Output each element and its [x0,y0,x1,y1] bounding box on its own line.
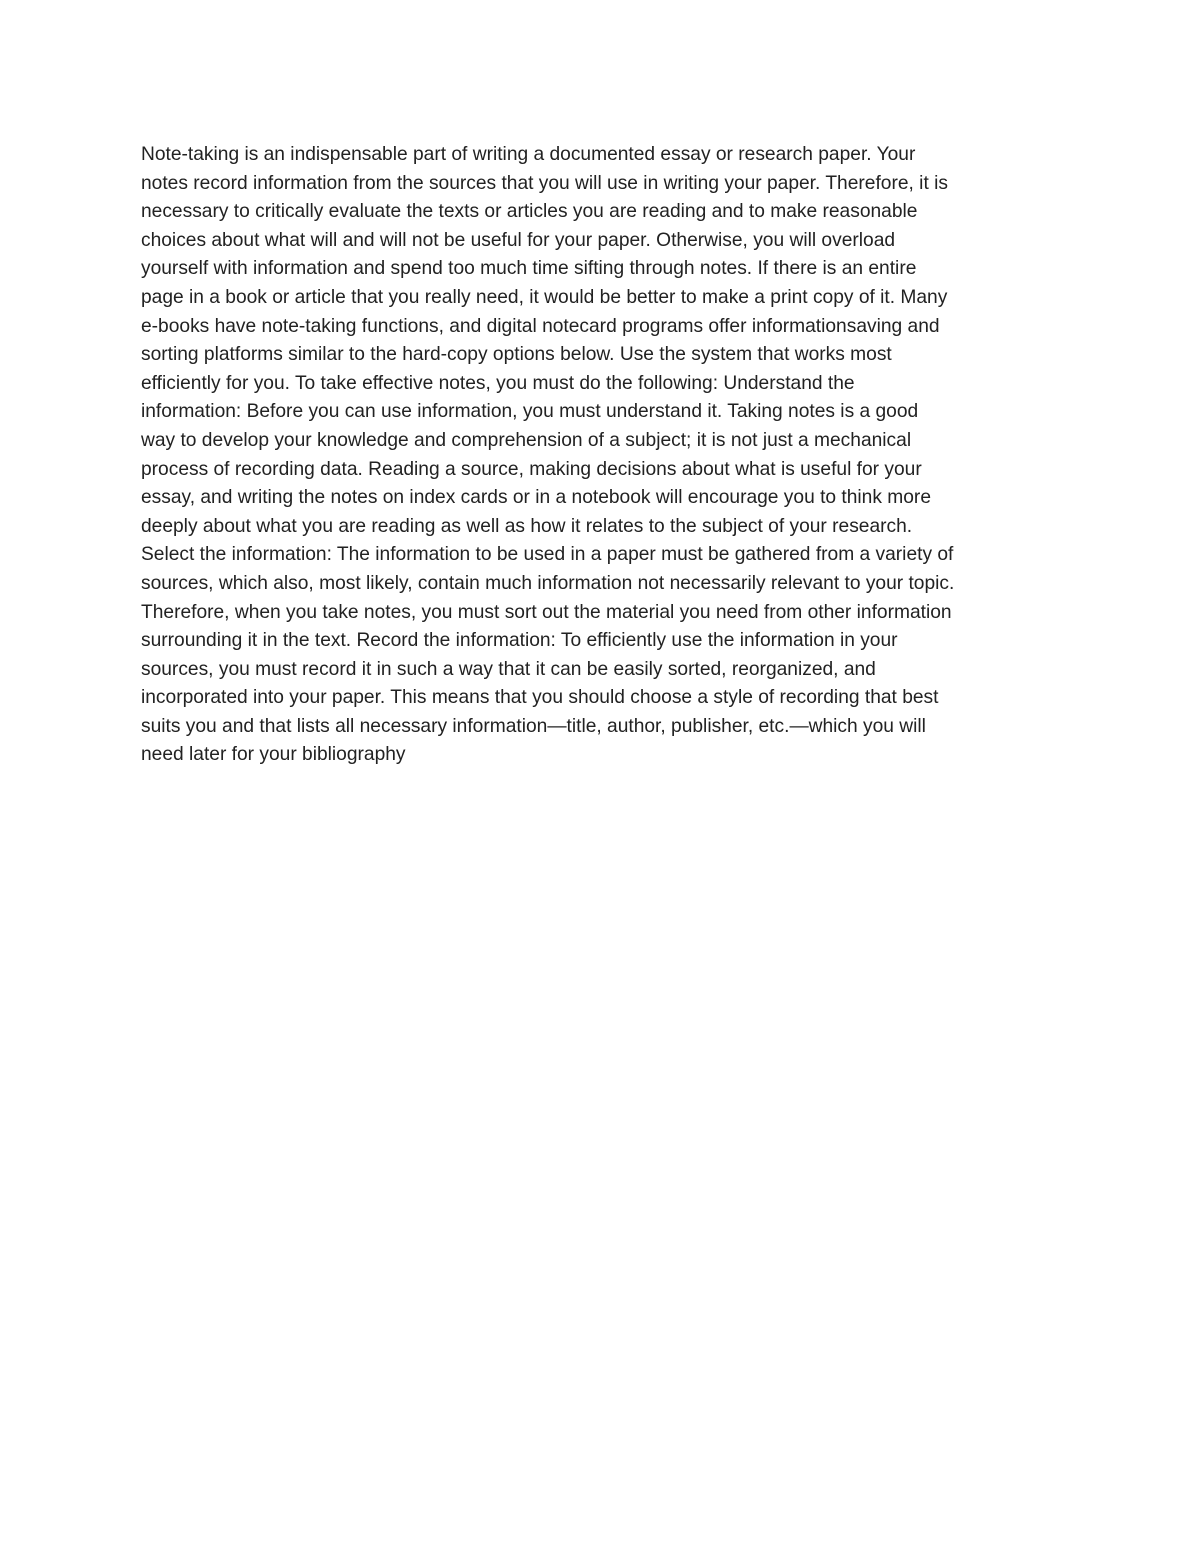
text-line: necessary to critically evaluate the texts or articles you are reading and to make reasonable [141,201,918,223]
text-line: process of recording data. Reading a source, making decisions about what is useful for your [141,458,922,480]
text-line: suits you and that lists all necessary information—title, author, publisher, etc.—which you will [141,715,926,737]
text-line: Therefore, when you take notes, you must sort out the material you need from other information [141,601,952,623]
text-line: deeply about what you are reading as well as how it relates to the subject of your research. [141,515,913,537]
text-line: information: Before you can use information, you must understand it. Taking notes is a good [141,401,919,423]
text-line: choices about what will and will not be useful for your paper. Otherwise, you will overload [141,229,896,251]
text-line: Select the information: The information to be used in a paper must be gathered from a variety of [141,544,954,566]
text-line: essay, and writing the notes on index cards or in a notebook will encourage you to think more [141,487,931,509]
body-paragraph [141,141,1066,770]
text-line: sources, which also, most likely, contain much information not necessarily relevant to your topic. [141,572,955,594]
text-line: sources, you must record it in such a way that it can be easily sorted, reorganized, and [141,658,876,680]
text-line: efficiently for you. To take effective notes, you must do the following: Understand the [141,372,855,394]
text-line: need later for your bibliography [141,744,406,766]
text-line: surrounding it in the text. Record the information: To efficiently use the information in your [141,630,898,652]
text-line: e-books have note-taking functions, and digital notecard programs offer informationsaving and [141,315,940,337]
text-line: Note-taking is an indispensable part of writing a documented essay or research paper. Your [141,144,916,165]
text-line: page in a book or article that you really need, it would be better to make a print copy of it. Many [141,286,948,308]
text-line: incorporated into your paper. This means that you should choose a style of recording that best [141,687,939,709]
text-line: sorting platforms similar to the hard-copy options below. Use the system that works most [141,344,892,366]
text-line: yourself with information and spend too much time sifting through notes. If there is an entire [141,258,917,280]
text-line: notes record information from the sources that you will use in writing your paper. Therefore, it is [141,172,948,194]
text-line: way to develop your knowledge and comprehension of a subject; it is not just a mechanical [141,429,912,451]
